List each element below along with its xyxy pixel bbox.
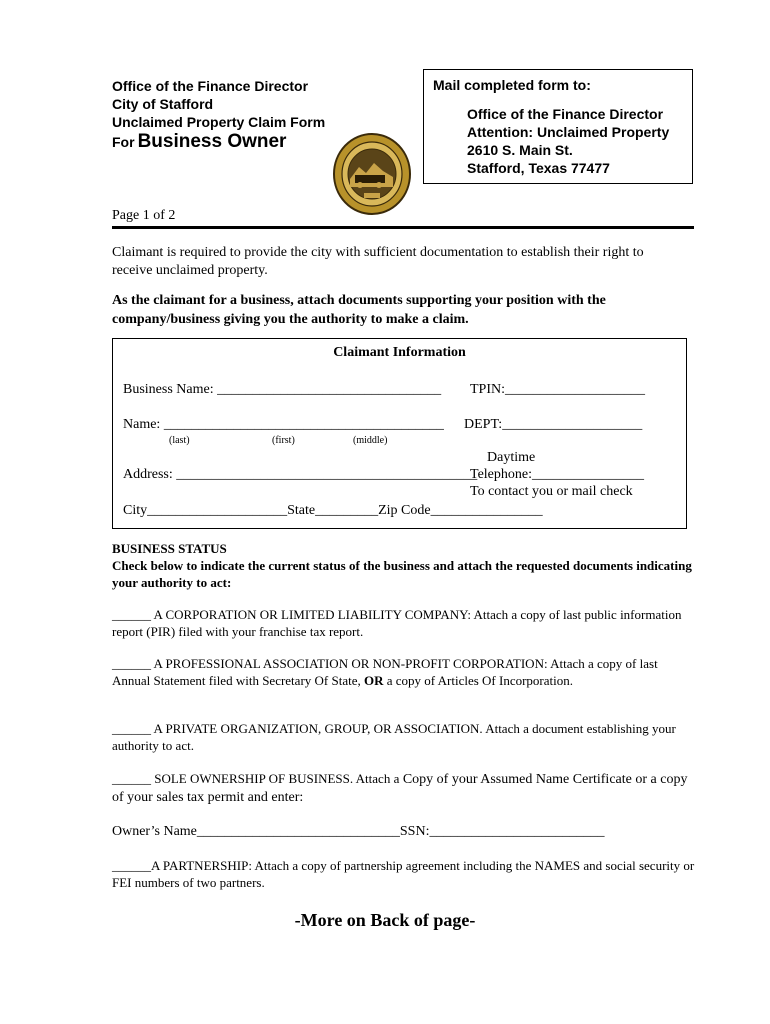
- option-sole-ownership[interactable]: [112, 770, 697, 806]
- mail-line-office: Office of the Finance Director: [467, 106, 664, 122]
- option-partnership[interactable]: ______A PARTNERSHIP: Attach a copy of partnership agreement including the NAMES and social security or FEI numbers of two partners.: [112, 858, 695, 890]
- mail-address: [467, 105, 669, 177]
- option-professional-or: OR: [363, 673, 384, 688]
- intro-bold-text: As the claimant for a business, attach documents supporting your position with the company/business giving you the authority to make a claim.: [112, 293, 606, 327]
- telephone-note: To contact you or mail check: [470, 484, 633, 499]
- form-header: [112, 77, 325, 151]
- option-professional-text-b: a copy of Articles Of Incorporation.: [383, 673, 574, 688]
- page-number: Page 1 of 2: [112, 208, 176, 223]
- mail-line-city: Stafford, Texas 77477: [467, 160, 610, 176]
- mail-line-street: 2610 S. Main St.: [467, 142, 573, 158]
- business-status-instructions: Check below to indicate the current status of the business and attach the requested documents indicating your authority to act:: [112, 558, 692, 590]
- more-on-back-note: -More on Back of page-: [294, 910, 476, 930]
- option-professional-association[interactable]: [112, 655, 697, 689]
- city-state-zip-field[interactable]: City____________________State_________Zip Code________________: [123, 503, 543, 518]
- daytime-label: Daytime: [487, 450, 536, 465]
- header-form-name: Unclaimed Property Claim Form: [112, 114, 326, 130]
- option-corporation[interactable]: ______ A CORPORATION OR LIMITED LIABILITY COMPANY: Attach a copy of last public information report (PIR) filed with your franchise tax report.: [112, 607, 682, 639]
- header-for-line: [112, 133, 325, 151]
- header-for-label: For: [112, 134, 135, 150]
- claimant-info-box: [112, 338, 687, 529]
- address-field[interactable]: Address: ___________________________________________: [123, 467, 478, 482]
- claimant-info-title: Claimant Information: [333, 345, 466, 360]
- option-sole-text-b: Copy of your Assumed Name Certificate or a copy of your sales tax permit and enter:: [112, 772, 688, 805]
- mail-title: Mail completed form to:: [433, 77, 591, 93]
- header-city: City of Stafford: [112, 96, 214, 112]
- mail-line-attention: Attention: Unclaimed Property: [467, 124, 670, 140]
- owner-ssn-field[interactable]: Owner’s Name_____________________________SSN:_________________________: [112, 824, 605, 839]
- header-for-title: Business Owner: [137, 131, 287, 152]
- header-divider: [112, 226, 694, 229]
- business-status-title: BUSINESS STATUS: [112, 541, 227, 556]
- header-office: Office of the Finance Director: [112, 78, 309, 94]
- intro-text: Claimant is required to provide the city with sufficient documentation to establish their right to receive unclaimed property.: [112, 245, 644, 278]
- mail-to-box: [423, 69, 693, 184]
- name-sub-first: (first): [272, 435, 295, 446]
- dept-field[interactable]: DEPT:____________________: [464, 417, 643, 432]
- name-field[interactable]: Name: ________________________________________: [123, 417, 444, 432]
- name-sub-middle: (middle): [353, 435, 388, 446]
- tpin-field[interactable]: TPIN:____________________: [470, 382, 645, 397]
- business-status-heading: [112, 540, 702, 591]
- option-sole-text-a: ______ SOLE OWNERSHIP OF BUSINESS. Attach a: [112, 771, 400, 786]
- telephone-field[interactable]: Telephone:________________: [470, 467, 644, 482]
- option-private-organization[interactable]: ______ A PRIVATE ORGANIZATION, GROUP, OR ASSOCIATION. Attach a document establishing your authority to act.: [112, 721, 676, 753]
- city-seal-icon: [333, 133, 411, 215]
- option-professional-text-a: ______ A PROFESSIONAL ASSOCIATION OR NON-PROFIT CORPORATION: Attach a copy of last Annual Statement filed with Secretary Of State,: [112, 656, 658, 688]
- name-sub-last: (last): [169, 435, 190, 446]
- business-name-field[interactable]: Business Name: ________________________________: [123, 382, 442, 397]
